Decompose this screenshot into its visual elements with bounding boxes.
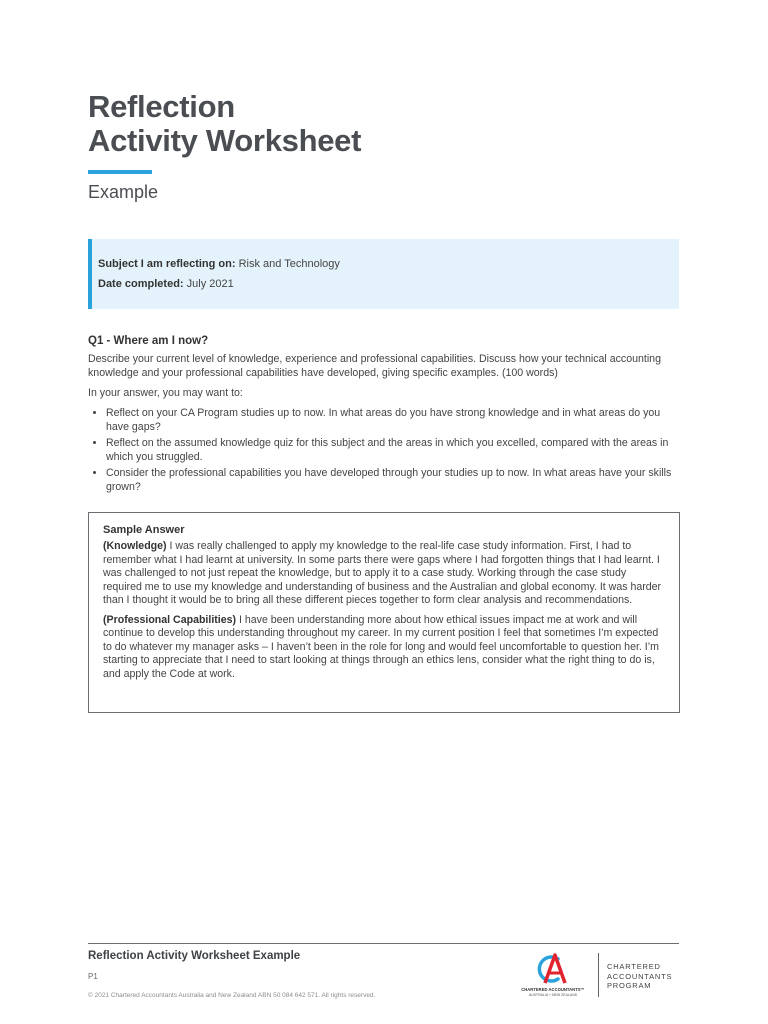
logo-divider bbox=[598, 953, 599, 997]
question-bullet-list bbox=[88, 407, 678, 497]
sample-answer-title: Sample Answer bbox=[103, 524, 185, 536]
title-line-2: Activity Worksheet bbox=[88, 123, 362, 158]
subject-value: Risk and Technology bbox=[238, 258, 340, 270]
knowledge-text: I was really challenged to apply my knowledge to the real-life case study information. First, I had to remember what I had learnt at university. In some parts there were gaps where I had forgotten things that I had learnt. I was challenged to not just repeat the knowledge, but to apply it to a case study. Working through the case study required me to use my knowledge and understanding of business and the Australian and global economy. It was harder than I thought it would be to bring all these different pieces together to form clear analysis and recommendations. bbox=[103, 540, 662, 606]
question-description: Describe your current level of knowledge, experience and professional capabilities. Discuss how your technical accounting knowledge and your professional capabilities have developed, giving specific examples. (100 words) bbox=[88, 353, 661, 379]
logo-program-line: CHARTERED bbox=[607, 962, 661, 971]
subject-label: Subject I am reflecting on: bbox=[98, 258, 236, 270]
bullet-item: • Reflect on your CA Program studies up to now. In what areas do you have strong knowledge and in what areas do you have gaps? bbox=[106, 407, 678, 434]
question-title: Q1 - Where am I now? bbox=[88, 335, 209, 347]
ca-monogram-icon bbox=[510, 950, 596, 988]
date-label: Date completed: bbox=[98, 278, 184, 290]
subject-line bbox=[98, 258, 340, 270]
page-number: P1 bbox=[88, 972, 98, 981]
answer-paragraph-capabilities bbox=[103, 614, 665, 682]
answer-paragraph-knowledge bbox=[103, 540, 665, 608]
bullet-item: • Reflect on the assumed knowledge quiz for this subject and the areas in which you excelled, compared with the areas in which you struggled. bbox=[106, 437, 678, 464]
ca-program-logo bbox=[510, 950, 680, 1000]
logo-program-text bbox=[607, 962, 672, 991]
footer-divider bbox=[88, 943, 679, 944]
capabilities-label: (Professional Capabilities) bbox=[103, 613, 237, 626]
bullet-item: • Consider the professional capabilities you have developed through your studies up to now. In what areas have your skills grown? bbox=[106, 467, 678, 494]
logo-ca-subtext: AUSTRALIA + NEW ZEALAND bbox=[528, 993, 578, 997]
document-subtitle: Example bbox=[88, 182, 159, 202]
date-line bbox=[98, 278, 234, 290]
date-value: July 2021 bbox=[186, 278, 234, 290]
question-intro: In your answer, you may want to: bbox=[88, 387, 243, 399]
info-box bbox=[88, 239, 679, 309]
copyright-notice: © 2021 Chartered Accountants Australia and New Zealand ABN 50 084 642 571. All rights reserved. bbox=[88, 992, 376, 999]
logo-program-line: PROGRAM bbox=[607, 981, 652, 990]
title-accent-rule bbox=[88, 170, 152, 174]
knowledge-label: (Knowledge) bbox=[103, 540, 167, 552]
sample-answer-box bbox=[88, 512, 680, 713]
title-line-1: Reflection bbox=[88, 89, 235, 124]
footer-title: Reflection Activity Worksheet Example bbox=[88, 950, 301, 962]
document-title bbox=[88, 90, 361, 158]
logo-ca-text: CHARTERED ACCOUNTANTS™ bbox=[521, 987, 585, 992]
logo-program-line: ACCOUNTANTS bbox=[607, 971, 673, 981]
capabilities-text: I have been understanding more about how ethical issues impact me at work and will continue to develop this understanding throughout my career. In my current position I feel that sometimes I’m expected to do whatever my manager asks – I haven’t been in the role for long and would feel uncomfortable to question her. I’m starting to appreciate that I need to start looking at things through an ethics lens, consider what the right thing to do is, and apply the Code at work. bbox=[103, 613, 659, 680]
